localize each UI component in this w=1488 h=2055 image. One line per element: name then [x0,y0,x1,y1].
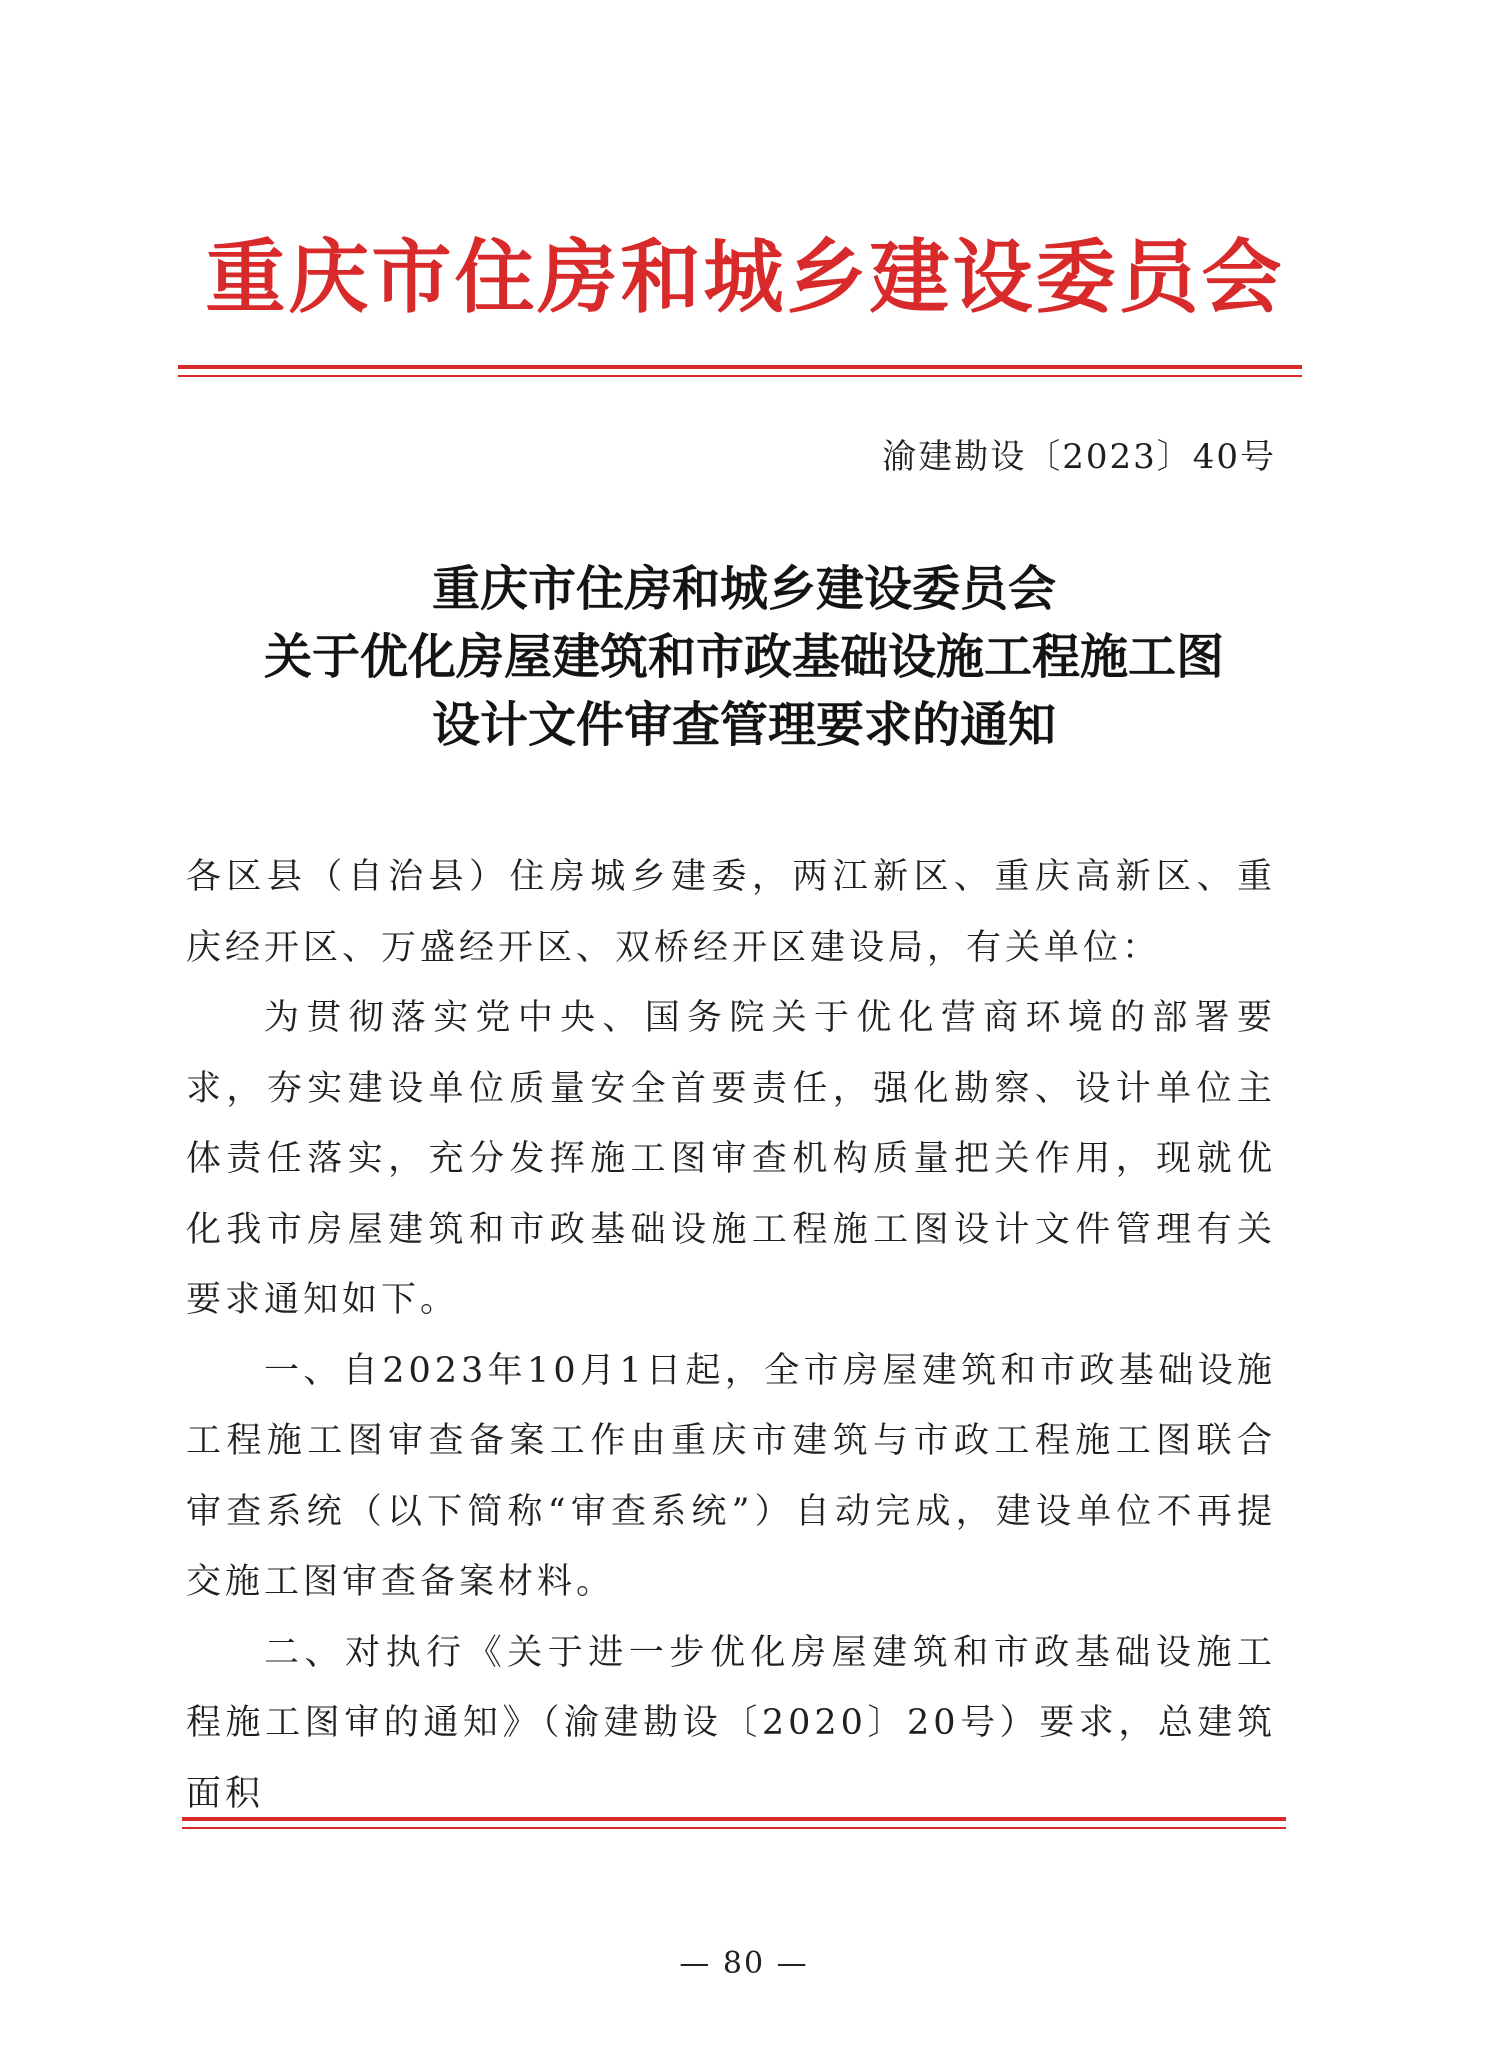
footer-red-rule [182,1817,1286,1821]
body-paragraph: 一、自2023年10月1日起，全市房屋建筑和市政基础设施工程施工图审查备案工作由重庆市建筑与市政工程施工图联合审查系统（以下简称“审查系统”）自动完成，建设单位不再提交施工图审查备案材料。 [186,1350,1276,1602]
document-body [186,842,1276,1829]
header-red-rule-thin [178,375,1302,377]
page-number: — 80 — [679,1946,809,1981]
organization-header: 重庆市住房和城乡建设委员会 [205,231,1285,324]
header-red-rule [178,365,1302,369]
title-line: 设计文件审查管理要求的通知 [431,697,1056,753]
document-title [170,555,1318,759]
title-line: 关于优化房屋建筑和市政基础设施工程施工图 [263,629,1224,685]
title-line: 重庆市住房和城乡建设委员会 [431,561,1056,617]
recipients-paragraph: 各区县（自治县）住房城乡建委，两江新区、重庆高新区、重庆经开区、万盛经开区、双桥经开区建设局，有关单位： [186,857,1276,968]
body-paragraph: 为贯彻落实党中央、国务院关于优化营商环境的部署要求，夯实建设单位质量安全首要责任，强化勘察、设计单位主体责任落实，充分发挥施工图审查机构质量把关作用，现就优化我市房屋建筑和市政基础设施工程施工图设计文件管理有关要求通知如下。 [186,998,1276,1320]
footer-red-rule-thin [182,1827,1286,1829]
body-paragraph: 二、对执行《关于进一步优化房屋建筑和市政基础设施工程施工图审的通知》（渝建勘设〔2020〕20号）要求，总建筑面积 [186,1632,1276,1814]
document-number: 渝建勘设〔2023〕40号 [882,437,1276,477]
